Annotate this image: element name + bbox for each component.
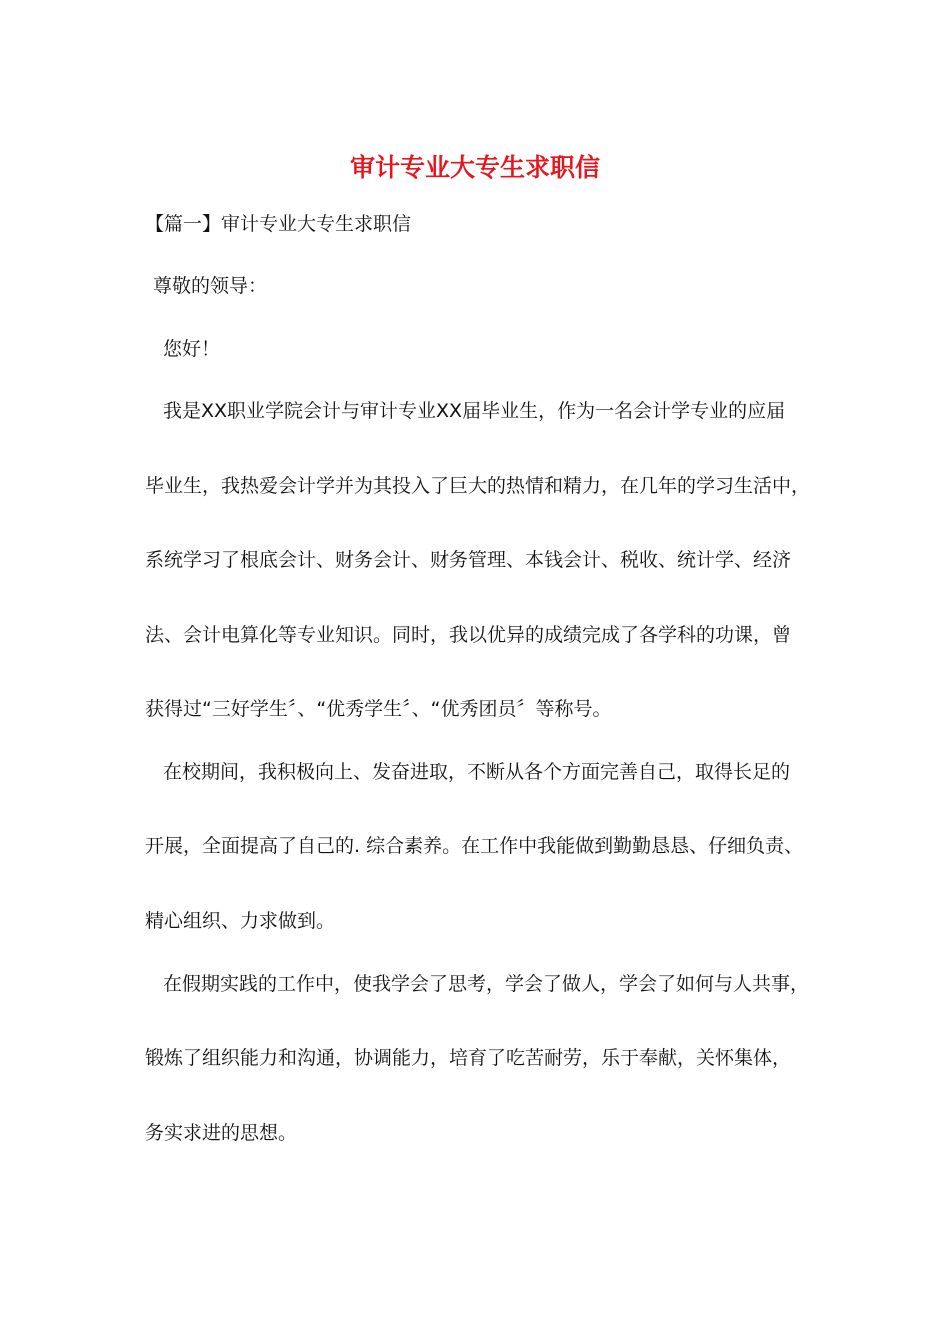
paragraph-line: 务实求进的思想。 xyxy=(145,1122,298,1144)
paragraph-line: 获得过“三好学生〞、“优秀学生〞、“优秀团员〞等称号。 xyxy=(145,698,612,720)
greeting: 您好！ xyxy=(163,338,221,360)
paragraph-line: 法、会计电算化等专业知识。同时，我以优异的成绩完成了各学科的功课，曾 xyxy=(145,624,792,646)
paragraph-line: 我是XX职业学院会计与审计专业XX届毕业生，作为一名会计学专业的应届 xyxy=(163,400,786,422)
paragraph-line: 毕业生，我热爱会计学并为其投入了巨大的热情和精力，在几年的学习生活中， xyxy=(145,475,811,497)
paragraph-line: 锻炼了组织能力和沟通，协调能力，培育了吃苦耐劳，乐于奉献，关怀集体， xyxy=(145,1047,792,1069)
salutation: 尊敬的领导： xyxy=(153,275,268,297)
paragraph-line: 在校期间，我积极向上、发奋进取，不断从各个方面完善自己，取得长足的 xyxy=(163,761,791,783)
paragraph-line: 开展，全面提高了自己的. 综合素养。在工作中我能做到勤勤恳恳、仔细负责、 xyxy=(145,835,804,857)
paragraph-line: 系统学习了根底会计、财务会计、财务管理、本钱会计、税收、统计学、经济 xyxy=(145,549,792,571)
paragraph-line: 精心组织、力求做到。 xyxy=(145,910,336,932)
document-title: 审计专业大专生求职信 xyxy=(349,153,600,182)
paragraph-line: 在假期实践的工作中，使我学会了思考，学会了做人，学会了如何与人共事， xyxy=(163,973,810,995)
section-heading: 【篇一】审计专业大专生求职信 xyxy=(145,213,412,235)
